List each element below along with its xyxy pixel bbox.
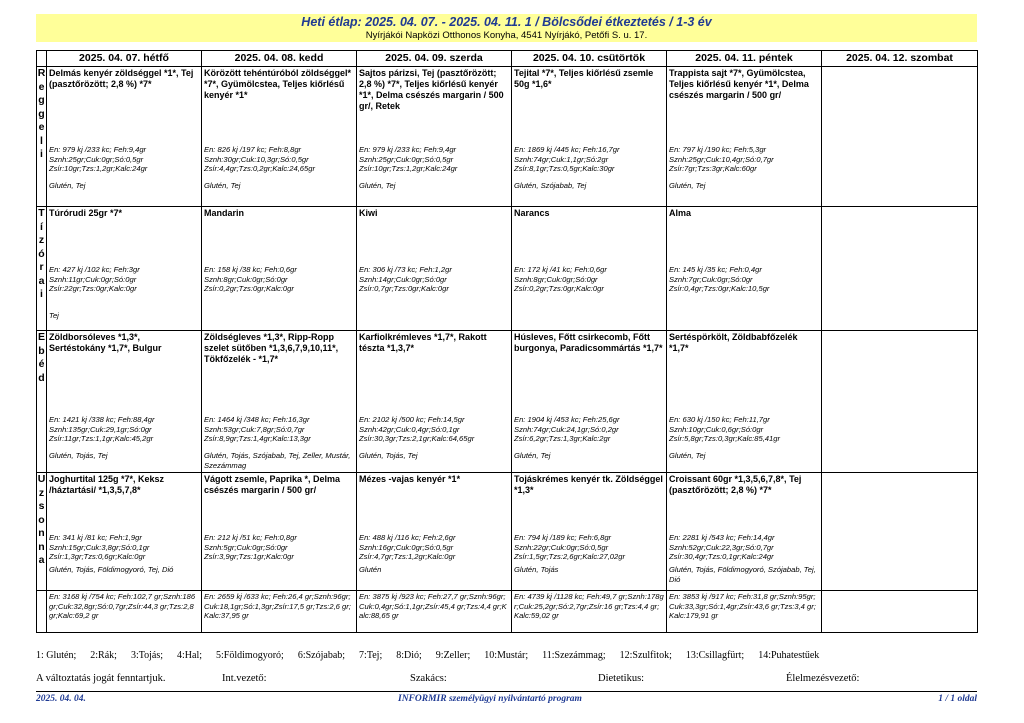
dish-text: Croissant 60gr *1,3,5,6,7,8*, Tej (pasztőrözött; 2,8 %) *7*	[669, 474, 802, 495]
nutrition-line: En: 1421 kj /338 kc; Feh:88,4gr	[49, 415, 155, 424]
dish-text: Sajtos párizsi, Tej (pasztőrözött; 2,8 %) *7*, Teljes kiőrlésű kenyér *1*, Delma csészés margarin / 500 gr/, Retek	[359, 68, 504, 111]
allergen-legend-item: 14:Puhatestűek	[758, 650, 820, 661]
day-header: 2025. 04. 11. péntek	[667, 51, 822, 67]
nutrition-info	[359, 533, 456, 562]
allergen-legend-item: 12:Szulfitok;	[619, 650, 672, 661]
corner-cell	[37, 51, 47, 67]
nutrition-info	[204, 415, 311, 444]
menu-cell	[822, 331, 978, 473]
day-header-row	[37, 51, 978, 67]
menu-cell	[512, 473, 667, 591]
nutrition-info	[359, 415, 474, 444]
nutrition-line: Sznh:22gr;Cuk:0gr;Só:0,5gr	[514, 542, 609, 552]
menu-cell	[667, 207, 822, 331]
dish-text: Túrórudi 25gr *7*	[49, 208, 123, 218]
totals-row	[37, 591, 978, 633]
meal-label-text: T í z ó r a i	[38, 207, 45, 300]
page-title: Heti étlap: 2025. 04. 07. - 2025. 04. 11. 1 / Bölcsődei étkeztetés / 1-3 év	[301, 15, 712, 29]
nutrition-line: En: 630 kj /150 kc; Feh:11,7gr	[669, 415, 770, 424]
menu-cell	[667, 473, 822, 591]
nutrition-line: En: 488 kj /116 kc; Feh:2,6gr	[359, 533, 456, 542]
menu-cell	[202, 67, 357, 207]
meal-label	[37, 67, 47, 207]
allergen-legend-item: 3:Tojás;	[130, 650, 164, 661]
menu-cell	[822, 473, 978, 591]
nutrition-info	[669, 415, 780, 444]
nutrition-line: En: 145 kj /35 kc; Feh:0,4gr	[669, 265, 762, 274]
nutrition-line: Zsír:22gr;Tzs:0gr;Kalc:0gr	[49, 284, 137, 293]
nutrition-info	[669, 533, 775, 562]
totals-cell	[357, 591, 512, 633]
day-header: 2025. 04. 12. szombat	[822, 51, 978, 67]
meal-label-text: R e g g e l i	[37, 67, 46, 160]
nutrition-line: Zsír:10gr;Tzs:1,2gr;Kalc:24gr	[359, 164, 458, 173]
footer-program: INFORMIR személyügyi nyilvántartó program	[398, 694, 582, 704]
allergen-legend-item: 9:Zeller;	[435, 650, 471, 661]
menu-cell	[357, 331, 512, 473]
page-footer	[36, 691, 977, 708]
nutrition-line: En: 979 kj /233 kc; Feh:9,4gr	[359, 145, 457, 154]
nutrition-line: Sznh:25gr;Cuk:0gr;Só:0,5gr	[359, 154, 454, 164]
nutrition-line: Zsír:30,3gr;Tzs:2,1gr;Kalc:64,65gr	[359, 434, 475, 443]
menu-cell	[822, 67, 978, 207]
footer-date: 2025. 04. 04.	[36, 694, 86, 704]
nutrition-line: En: 2281 kj /543 kc; Feh:14,4gr	[669, 533, 775, 542]
dish-text: Zöldségleves *1,3*, Ripp-Ropp szelet sütőben *1,3,6,7,9,10,11*, Tökfőzelék - *1,7*	[204, 332, 339, 364]
allergen-info: Glutén, Tojás, Földimogyoró, Tej, Dió	[49, 565, 174, 574]
allergen-info: Glutén, Tej	[669, 181, 706, 190]
nutrition-line: En: 341 kj /81 kc; Feh:1,9gr	[49, 533, 142, 542]
allergen-info: Glutén, Tej	[204, 181, 241, 190]
nutrition-line: Zsír:3,9gr;Tzs:1gr;Kalc:0gr	[204, 552, 294, 561]
meal-row	[37, 473, 978, 591]
day-header: 2025. 04. 09. szerda	[357, 51, 512, 67]
allergen-info: Glutén, Tej	[359, 181, 396, 190]
nutrition-line: Sznh:25gr;Cuk:0gr;Só:0,5gr	[49, 154, 144, 164]
nutrition-line: En: 158 kj /38 kc; Feh:0,6gr	[204, 265, 297, 274]
nutrition-info	[204, 145, 315, 174]
allergen-legend-item: 6:Szójabab;	[297, 650, 346, 661]
nutrition-line: Sznh:8gr;Cuk:0gr;Só:0gr	[514, 274, 598, 284]
menu-cell	[667, 67, 822, 207]
daily-total: En: 2659 kj /633 kc; Feh:26,4 gr;Sznh:96gr;Cuk:18,1gr;Só:1,3gr;Zsír:17,5 gr;Tzs:2,6 gr;Kalc:37,95 gr	[204, 592, 351, 620]
allergen-info: Glutén, Tojás, Földimogyoró, Szójabab, Tej, Dió	[669, 565, 816, 584]
menu-cell	[357, 473, 512, 591]
allergen-legend-item: 4:Hal;	[177, 650, 203, 661]
allergen-legend-item: 11:Szezámmag;	[542, 650, 606, 661]
nutrition-line: Sznh:74gr;Cuk:1,1gr;Só:2gr	[514, 154, 609, 164]
nutrition-line: Sznh:74gr;Cuk:24,1gr;Só:0,2gr	[514, 424, 619, 434]
nutrition-line: Sznh:30gr;Cuk:10,3gr;Só:0,5gr	[204, 154, 309, 164]
allergen-info: Glutén, Tej	[514, 451, 551, 460]
dish-text: Húsleves, Főtt csirkecomb, Főtt burgonya, Paradicsommártás *1,7*	[514, 332, 663, 353]
dish-text: Mandarin	[204, 208, 245, 218]
nutrition-line: Sznh:53gr;Cuk:7,8gr;Só:0,7gr	[204, 424, 305, 434]
allergen-info: Glutén, Tojás, Tej	[49, 451, 108, 460]
menu-cell	[47, 473, 202, 591]
allergen-legend-item: 7:Tej;	[359, 650, 383, 661]
dish-text: Joghurtital 125g *7*, Keksz /háztartási/ *1,3,5,7,8*	[49, 474, 165, 495]
nutrition-line: Zsír:11gr;Tzs:1,1gr;Kalc:45,2gr	[49, 434, 154, 443]
nutrition-line: En: 979 kj /233 kc; Feh:9,4gr	[49, 145, 147, 154]
meal-row	[37, 331, 978, 473]
nutrition-info	[49, 265, 140, 294]
menu-cell	[202, 207, 357, 331]
totals-label-cell	[37, 591, 47, 633]
nutrition-info	[49, 145, 147, 174]
dish-text: Tejital *7*, Teljes kiőrlésű zsemle 50g *1,6*	[514, 68, 654, 89]
menu-cell	[202, 473, 357, 591]
allergen-legend	[36, 650, 977, 661]
footer-page: 1 / 1 oldal	[938, 694, 977, 704]
nutrition-info	[669, 265, 769, 294]
menu-cell	[357, 207, 512, 331]
nutrition-info	[49, 415, 155, 444]
meal-row	[37, 207, 978, 331]
allergen-info: Glutén, Tojás, Szójabab, Tej, Zeller, Mustár, Szezámmag	[204, 451, 351, 470]
nutrition-line: Zsír:30,4gr;Tzs:0,1gr;Kalc:24gr	[669, 552, 774, 561]
nutrition-line: Sznh:14gr;Cuk:0gr;Só:0gr	[359, 274, 447, 284]
day-header: 2025. 04. 08. kedd	[202, 51, 357, 67]
nutrition-info	[49, 533, 149, 562]
totals-cell	[822, 591, 978, 633]
nutrition-line: Sznh:16gr;Cuk:0gr;Só:0,5gr	[359, 542, 454, 552]
menu-cell	[512, 331, 667, 473]
allergen-legend-item: 5:Földimogyoró;	[216, 650, 284, 661]
nutrition-line: Sznh:11gr;Cuk:0gr;Só:0gr	[49, 274, 137, 284]
rights-note: A változtatás jogát fenntartjuk.	[36, 673, 166, 684]
dish-text: Vágott zsemle, Paprika *, Delma csészés margarin / 500 gr/	[204, 474, 341, 495]
nutrition-info	[359, 265, 452, 294]
dish-text: Sertéspörkölt, Zöldbabfőzelék *1,7*	[669, 332, 798, 353]
nutrition-info	[514, 533, 625, 562]
menu-cell	[47, 207, 202, 331]
totals-cell	[47, 591, 202, 633]
nutrition-line: Zsír:4,7gr;Tzs:1,2gr;Kalc:0gr	[359, 552, 456, 561]
allergen-info: Glutén	[359, 565, 382, 574]
allergen-legend-item: 8:Dió;	[396, 650, 422, 661]
meal-label	[37, 207, 47, 331]
nutrition-line: Sznh:52gr;Cuk:22,3gr;Só:0,7gr	[669, 542, 774, 552]
nutrition-line: Sznh:25gr;Cuk:10,4gr;Só:0,7gr	[669, 154, 774, 164]
nutrition-info	[204, 265, 297, 294]
menu-cell	[667, 331, 822, 473]
nutrition-info	[514, 145, 620, 174]
int-vezeto-label: Int.vezető:	[222, 673, 267, 684]
dish-text: Kiwi	[359, 208, 378, 218]
dish-text: Körözött tehéntúróból zöldséggel* *7*, Gyümölcstea, Teljes kiőrlésű kenyér *1*	[204, 68, 351, 100]
dish-text: Narancs	[514, 208, 550, 218]
nutrition-line: En: 1869 kj /445 kc; Feh:16,7gr	[514, 145, 620, 154]
nutrition-line: Zsír:4,4gr;Tzs:0,2gr;Kalc:24,65gr	[204, 164, 315, 173]
nutrition-line: Zsír:0,4gr;Tzs:0gr;Kalc:10,5gr	[669, 284, 770, 293]
nutrition-line: En: 306 kj /73 kc; Feh:1,2gr	[359, 265, 452, 274]
nutrition-line: Zsír:6,2gr;Tzs:1,3gr;Kalc:2gr	[514, 434, 611, 443]
allergen-info: Glutén, Tojás, Tej	[359, 451, 418, 460]
nutrition-line: En: 1904 kj /453 kc; Feh:25,6gr	[514, 415, 620, 424]
allergen-info: Tej	[49, 311, 59, 320]
nutrition-line: Sznh:5gr;Cuk:0gr;Só:0gr	[204, 542, 288, 552]
dietetikus-label: Dietetikus:	[598, 673, 645, 684]
totals-cell	[202, 591, 357, 633]
nutrition-line: En: 427 kj /102 kc; Feh:3gr	[49, 265, 140, 274]
nutrition-line: Sznh:8gr;Cuk:0gr;Só:0gr	[204, 274, 288, 284]
nutrition-line: Sznh:15gr;Cuk:3,8gr;Só:0,1gr	[49, 542, 150, 552]
nutrition-line: Sznh:7gr;Cuk:0gr;Só:0gr	[669, 274, 753, 284]
menu-cell	[512, 67, 667, 207]
nutrition-line: En: 797 kj /190 kc; Feh:5,3gr	[669, 145, 767, 154]
nutrition-line: Zsír:1,5gr;Tzs:2,6gr;Kalc:27,02gr	[514, 552, 625, 561]
allergen-legend-item: 13:Csillagfürt;	[685, 650, 745, 661]
elelmezesvezeto-label: Élelmezésvezető:	[786, 673, 860, 684]
allergen-info: Glutén, Tej	[49, 181, 86, 190]
meal-label	[37, 331, 47, 473]
totals-cell	[512, 591, 667, 633]
nutrition-info	[669, 145, 774, 174]
nutrition-line: Zsír:0,7gr;Tzs:0gr;Kalc:0gr	[359, 284, 449, 293]
allergen-legend-item: 2:Rák;	[90, 650, 117, 661]
meal-label-text: E b é d	[37, 331, 45, 384]
nutrition-line: En: 2102 kj /500 kc; Feh:14,5gr	[359, 415, 465, 424]
nutrition-line: Zsír:7gr;Tzs:3gr;Kalc:60gr	[669, 164, 757, 173]
menu-cell	[202, 331, 357, 473]
nutrition-line: Zsír:1,3gr;Tzs:0,6gr;Kalc:0gr	[49, 552, 146, 561]
dish-text: Tojáskrémes kenyér tk. Zöldséggel *1,3*	[514, 474, 663, 495]
nutrition-line: En: 172 kj /41 kc; Feh:0,6gr	[514, 265, 607, 274]
allergen-info: Glutén, Szójabab, Tej	[514, 181, 587, 190]
nutrition-line: Zsír:0,2gr;Tzs:0gr;Kalc:0gr	[204, 284, 294, 293]
nutrition-info	[514, 415, 620, 444]
daily-total: En: 3853 kj /917 kc; Feh:31,8 gr;Sznh:95gr;Cuk:33,3gr;Só:1,4gr;Zsír:43,6 gr;Tzs:3,4 gr;Kalc:179,91 gr	[669, 592, 816, 620]
daily-total: En: 3168 kj /754 kc; Feh:102,7 gr;Sznh:186gr;Cuk:32,8gr;Só:0,7gr;Zsír:44,3 gr;Tzs:2,8 gr;Kalc:69,2 gr	[49, 592, 196, 620]
menu-cell	[357, 67, 512, 207]
daily-total: En: 3875 kj /923 kc; Feh:27,7 gr;Sznh:96gr;Cuk:0,4gr;Só:1,1gr;Zsír:45,4 gr;Tzs:4,4 gr;Kalc:88,65 gr	[359, 592, 507, 620]
szakacs-label: Szakács:	[410, 673, 447, 684]
nutrition-line: En: 794 kj /189 kc; Feh:6,8gr	[514, 533, 612, 542]
allergen-info: Glutén, Tej	[669, 451, 706, 460]
menu-table	[36, 50, 978, 633]
daily-total: En: 4739 kj /1128 kc; Feh:49,7 gr;Sznh:178gr;Cuk:25,2gr;Só:2,7gr;Zsír:16 gr;Tzs:4,4 gr;Kalc:59,02 gr	[514, 592, 664, 620]
allergen-legend-item: 10:Mustár;	[484, 650, 529, 661]
nutrition-line: Zsír:5,8gr;Tzs:0,3gr;Kalc:85,41gr	[669, 434, 780, 443]
dish-text: Trappista sajt *7*, Gyümölcstea, Teljes kiőrlésű kenyér *1*, Delma csészés margarin / 500 gr/	[669, 68, 809, 100]
dish-text: Alma	[669, 208, 692, 218]
nutrition-line: En: 826 kj /197 kc; Feh:8,8gr	[204, 145, 302, 154]
nutrition-line: Zsír:10gr;Tzs:1,2gr;Kalc:24gr	[49, 164, 148, 173]
menu-cell	[47, 331, 202, 473]
menu-cell	[822, 207, 978, 331]
nutrition-line: Sznh:10gr;Cuk:0,6gr;Só:0gr	[669, 424, 764, 434]
nutrition-info	[514, 265, 607, 294]
totals-cell	[667, 591, 822, 633]
nutrition-line: En: 212 kj /51 kc; Feh:0,8gr	[204, 533, 297, 542]
meal-row	[37, 67, 978, 207]
dish-text: Zöldborsóleves *1,3*, Sertéstokány *1,7*, Bulgur	[49, 332, 162, 353]
meal-label-text: U z s o n n a	[37, 473, 46, 566]
nutrition-info	[359, 145, 457, 174]
page-subtitle: Nyírjákói Napközi Otthonos Konyha, 4541 Nyírjákó, Petőfi S. u. 17.	[365, 30, 648, 41]
menu-cell	[47, 67, 202, 207]
nutrition-line: Sznh:135gr;Cuk:29,1gr;Só:0gr	[49, 424, 152, 434]
dish-text: Delmás kenyér zöldséggel *1*, Tej (pasztőrözött; 2,8 %) *7*	[49, 68, 194, 89]
day-header: 2025. 04. 07. hétfő	[47, 51, 202, 67]
nutrition-line: Zsír:0,2gr;Tzs:0gr;Kalc:0gr	[514, 284, 604, 293]
nutrition-info	[204, 533, 297, 562]
nutrition-line: Sznh:42gr;Cuk:0,4gr;Só:0,1gr	[359, 424, 460, 434]
dish-text: Mézes -vajas kenyér *1*	[359, 474, 461, 484]
nutrition-line: Zsír:8,1gr;Tzs:0,5gr;Kalc:30gr	[514, 164, 615, 173]
day-header: 2025. 04. 10. csütörtök	[512, 51, 667, 67]
nutrition-line: En: 1464 kj /348 kc; Feh:16,3gr	[204, 415, 310, 424]
allergen-info: Glutén, Tojás	[514, 565, 559, 574]
meal-label	[37, 473, 47, 591]
dish-text: Karfiolkrémleves *1,7*, Rakott tészta *1,3,7*	[359, 332, 487, 353]
allergen-legend-item: 1: Glutén;	[36, 650, 77, 661]
page-header	[36, 14, 977, 42]
menu-cell	[512, 207, 667, 331]
nutrition-line: Zsír:8,9gr;Tzs:1,4gr;Kalc:13,3gr	[204, 434, 311, 443]
